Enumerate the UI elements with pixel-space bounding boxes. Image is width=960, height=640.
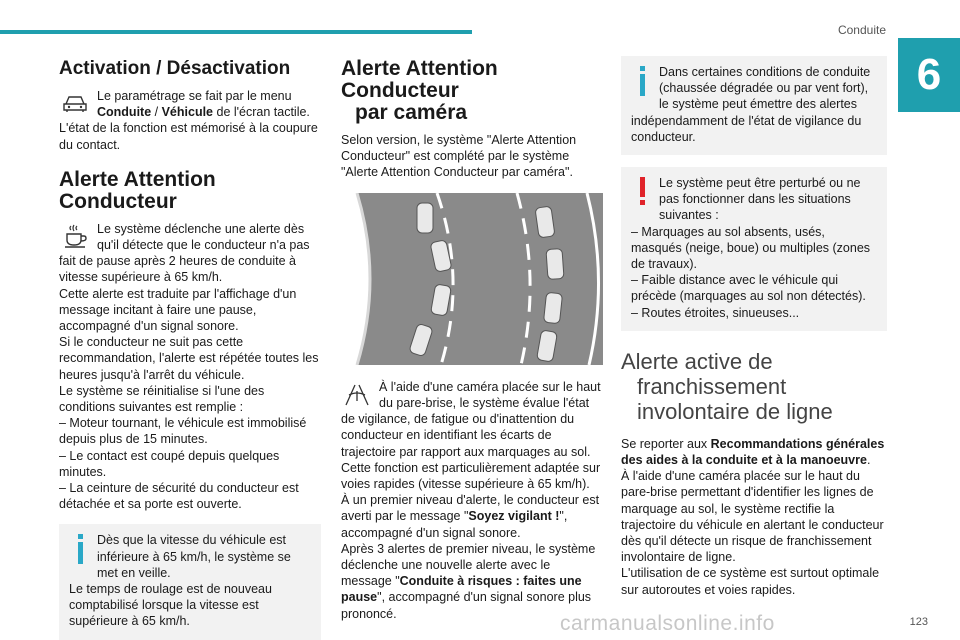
top-accent-bar	[0, 30, 472, 34]
camera-text: À l'aide d'une caméra placée sur le haut du pare-brise, le système évalue l'état de vigilance, de fatigue ou d'inattention du conducteur en identifiant les écarts de trajectoire par rapport aux marquages au sol.	[341, 379, 601, 459]
chapter-badge: 6	[898, 38, 960, 112]
camera-intro: Selon version, le système "Alerte Attention Conducteur" est complété par le système "Alerte Attention Conducteur par caméra".	[341, 133, 577, 180]
lane-assist-description: À l'aide d'une caméra placée sur le haut du pare-brise permettant d'identifier les lignes de marquage au sol, le système rectifie la trajectoire du véhicule en alertant le conducteur dès qu'il détecte un risque de franchissement involontaire de ligne.	[621, 469, 884, 565]
menu-conduite: Conduite	[97, 105, 152, 120]
alerte-line: Si le conducteur ne suit pas cette recommandation, l'alerte est répétée toutes les heures jusqu'à l'arrêt du véhicule.	[59, 335, 319, 382]
warning-icon	[631, 175, 653, 209]
camera-heading-line2: par caméra	[355, 101, 468, 124]
menu-vehicule: Véhicule	[161, 105, 214, 120]
warning-item: – Marquages au sol absents, usés, masqués (neige, boue) ou multiples (zones de travaux).	[631, 224, 871, 272]
camera-fast-roads: Cette fonction est particulièrement adaptée sur voies rapides (vitesse supérieure à 65 km/h).	[341, 460, 601, 492]
camera-first-alert: À un premier niveau d'alerte, le conducteur est averti par le message "Soyez vigilant !", accompagné d'un signal sonore.	[341, 493, 600, 540]
car-outline-icon	[59, 88, 91, 118]
message-soyez-vigilant: Soyez vigilant !	[468, 509, 560, 524]
camera-paragraph	[341, 379, 603, 460]
lane-assist-reference: Se reporter aux Recommandations générales des aides à la conduite et à la manoeuvre.	[621, 436, 885, 468]
activation-heading: Activation / Désactivation	[59, 58, 291, 79]
lane-drift-illustration	[341, 193, 603, 365]
note-text: Dès que la vitesse du véhicule est inférieure à 65 km/h, le système se met en veille.	[97, 533, 291, 580]
lane-assist-heading	[621, 349, 887, 424]
watermark: carmanualsonline.info	[560, 612, 775, 635]
column-right	[621, 52, 887, 598]
warning-note	[621, 167, 887, 331]
lane-assist-heading-line1: Alerte active de	[621, 348, 773, 374]
lane-assist-heading-line3: involontaire de ligne	[637, 398, 833, 424]
note-text: Le temps de roulage est de nouveau comptabilisé lorsque la vitesse est supérieure à 65 km/h.	[69, 582, 272, 629]
reference-link-text: Recommandations générales des aides à la conduite et à la manoeuvre	[621, 436, 885, 468]
alerte-line: Le système se réinitialise si l'une des conditions suivantes est remplie :	[59, 383, 265, 415]
info-note-text: Dans certaines conditions de conduite (chaussée dégradée ou par vent fort), le système peut émettre des alertes indépendamment de l'état de vigilance du conducteur.	[631, 65, 871, 144]
warning-intro: Le système peut être perturbé ou ne pas fonctionner dans les situations suivantes :	[659, 176, 861, 223]
warning-item: – Faible distance avec le véhicule qui précède (marquages au sol non détectés).	[631, 273, 866, 304]
message-conduite-a-risques: Conduite à risques : faites une pause	[341, 574, 582, 605]
activation-paragraph	[59, 88, 321, 153]
alerte-line: – Le contact est coupé depuis quelques minutes.	[59, 448, 280, 479]
info-icon	[69, 532, 91, 566]
camera-heading-line1: Alerte Attention Conducteur	[341, 57, 498, 102]
alerte-line: – La ceinture de sécurité du conducteur est détachée et sa porte est ouverte.	[59, 481, 299, 512]
info-note-veille	[59, 524, 321, 639]
running-header: Conduite	[837, 23, 886, 37]
alerte-line: Cette alerte est traduite par l'affichage d'un message incitant à faire une pause, accompagné d'un signal sonore.	[59, 286, 297, 334]
activation-text-end: de l'écran tactile. L'état de la fonction est mémorisé à la coupure du contact.	[59, 105, 318, 152]
alerte-text: Le système déclenche une alerte dès qu'il détecte que le conducteur n'a pas fait de pause après 2 heures de conduite à vitesse supérieure à 65 km/h.	[59, 221, 310, 285]
activation-text-start: Le paramétrage se fait par le menu	[97, 89, 292, 103]
column-middle	[341, 52, 603, 622]
column-left	[59, 52, 321, 640]
alerte-line: – Moteur tournant, le véhicule est immobilisé depuis plus de 15 minutes.	[59, 416, 307, 447]
info-note-conditions	[621, 56, 887, 155]
alerte-paragraph	[59, 221, 321, 286]
camera-third-alert: Après 3 alertes de premier niveau, le système déclenche une nouvelle alerte avec le message "Conduite à risques : faites une pause", accompagné d'un signal sonore plus prononcé.	[341, 541, 596, 621]
coffee-cup-icon	[59, 221, 91, 251]
alerte-heading: Alerte Attention Conducteur	[59, 167, 216, 213]
page-number: 123	[909, 616, 928, 628]
lane-camera-icon	[341, 379, 373, 409]
lane-assist-usage: L'utilisation de ce système est surtout optimale sur autoroutes et voies rapides.	[621, 566, 880, 597]
info-icon	[631, 64, 653, 98]
camera-heading	[341, 58, 603, 124]
lane-assist-heading-line2: franchissement	[637, 373, 787, 399]
menu-separator: /	[151, 105, 162, 120]
warning-item: – Routes étroites, sinueuses...	[631, 305, 800, 320]
